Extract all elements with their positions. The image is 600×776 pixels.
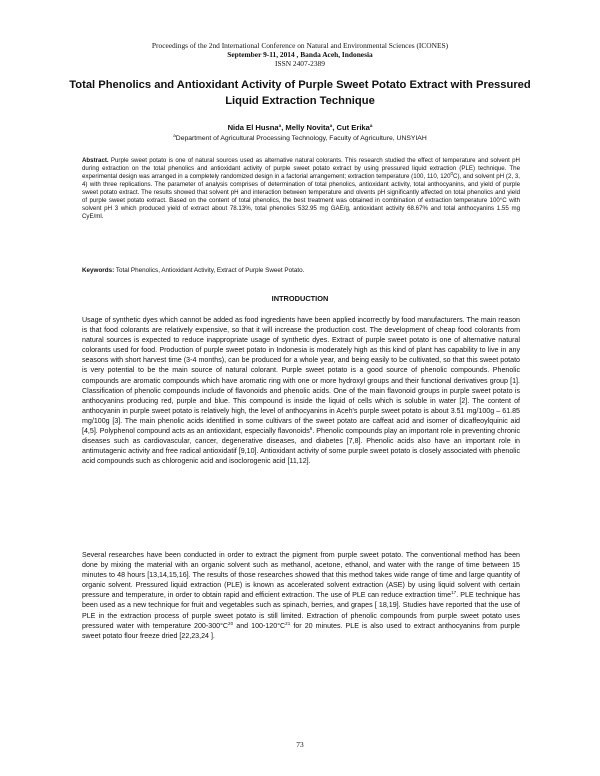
intro-paragraph-1 [82,315,520,466]
keywords-label: Keywords: [82,267,115,274]
abstract-superscript: 0 [450,171,454,177]
keywords-text: Total Phenolics, Antioxidant Activity, Extract of Purple Sweet Potato. [114,267,305,274]
abstract-label: Abstract. [82,157,109,164]
author-list [0,123,600,132]
keywords [82,267,520,275]
author-separator: , [332,123,337,132]
author-name: Melly Novita [285,123,330,132]
paragraph-text: and 100-120°C [233,621,286,630]
affiliation-mark: a [173,133,176,138]
citation-superscript: 17 [451,590,457,596]
intro-paragraph-2 [82,550,520,641]
author-affil-mark: a [278,123,282,128]
citation-superscript: 6 [309,426,313,432]
section-heading-introduction: INTRODUCTION [271,294,329,303]
paragraph-text: Several researches have been conducted in order to extract the pigment from purple sweet potato. The conventional method has been done by mixing the material with an organic solvent such as methanol, acetone, ethanol, and water with the range of time between 15 minutes to 48 hours [13,14,15,16]. The results of those researches showed that this method takes wide range of time and large quantity of organic solvent. Pressured liquid extraction (PLE) is known as accelerated solvent extraction (ASE) by using liquid solvent with certain pressure and temperature, in order to obtain rapid and efficient extraction. The use of PLE can reduce extraction time [82,551,520,600]
abstract-text: C), and solvent pH (2, 3, 4) with three replications. The parameter of analysis comprises of determination of total phenolics, antioxidant activity, total anthocyanins, and yield of purple sweet potato extract. The results showed that solvent pH and interaction between temperature and olvents pH significantly affected on total phenolics and yield of purple sweet potato extract. Based on the content of total phenolics, the best treatment was obtained in combination of extraction temperature 100°C with solvent pH 3 which produced yield of extract about 78.13%, total phenolics 532.95 mg GAE/g, antioxidant activity 68.67% and total anthocyanins 1.55 mg CyE/ml. [82,173,520,221]
affiliation-text: Department of Agricultural Processing Technology, Faculty of Agriculture, UNSYIAH [175,135,427,142]
author-name: Nida El Husna [227,123,279,132]
citation-superscript: 20 [228,620,234,626]
affiliation [0,135,600,143]
author-separator: , [281,123,286,132]
conference-date-location: September 9-11, 2014 , Banda Aceh, Indonesia [227,50,373,59]
issn-line: ISSN 2407-2389 [275,59,325,68]
author-affil-mark: a [329,123,333,128]
paragraph-text: Usage of synthetic dyes which cannot be added as food ingredients have been applied incorrectly by food manufacturers. The main reason is that food colorants are relatively expensive, so that it will increase the production cost. The development of cheap food colorants from natural sources is expected to reduce inappropriate usage of synthetic dyes. Extract of purple sweet potato is one of alternative natural colorants used for food. Production of purple sweet potato in Indonesia is moderately high as this kind of plant has capability to live in any seasons with short harvest time (3-4 months), can be produced for a whole year, and being easily to be cultivated, so that this sweet potato is very potential to be the main source of natural colorant. Purple sweet potato is a good source of phenolic compounds. Phenolic compounds are aromatic compounds which have aromatic ring with one or more hydroxyl groups and their functional derivatives group [1]. Classification of phenolic compounds include of flavonoids and phenolic acids. One of the main flavonoid groups in purple sweet potato is anthocyanins producing red, purple and blue. This compound is inside the liquid of cells which is soluble in water [2]. The content of anthocyanin in purple sweet potato is relatively high, the level of anthocyanins in Aceh's purple sweet potato is about 3.51 mg/100g – 61.85 mg/100g [3]. The main phenolic acids identified in some cultivars of the sweet potato are caffeat acid and isomer of dicaffeoylquinic aid [4,5]. Polyphenol compound acts as an antioxidant, especially flavonoids [82,316,520,436]
proceedings-header: Proceedings of the 2nd International Conference on Natural and Environmental Sciences (ICONES) [151,41,449,50]
abstract-text: Purple sweet potato is one of natural sources used as alternative natural colorants. This research studied the effect of temperature and solvent pH during extraction on the total phenolics and antioxidant activity of purple sweet potato extract by using pressured liquid extraction (PLE) technique. The experimental design was arranged in a completely randomized design in a factorial arrangement; extraction temperature (100, 110, 120 [82,157,520,181]
page-number: 73 [296,740,304,749]
abstract [82,157,520,221]
citation-superscript: 21 [285,620,291,626]
author-name: Cut Erika [336,123,370,132]
author-affil-mark: a [369,123,373,128]
paragraph-text: . PLE technique has been used as a new technique for fruit and vegetables such as spinach, berries, and grapes [ 18,19]. Studies have reported that the use of PLE in the extraction process of purple sweet potato is still limited. Extraction of phenolic compounds from purple sweet potato uses pressured water with temperature 200-300°C [82,591,521,630]
paragraph-text: . Phenolic compounds play an important role in preventing chronic diseases such as cardiovascular, cancer, degenerative diseases, and diabetes [7,8]. Phenolic acids also have an important role in antimutagenic activity and free radical antioxidatif [9,10]. Antioxidant activity of some purple sweet potato is closely associated with phenolic acid compounds such as chlorogenic acid and isoclorogenic acid [11,12]. [82,427,520,466]
paper-title: Total Phenolics and Antioxidant Activity of Purple Sweet Potato Extract with Pressured Liquid Extraction Technique [69,79,531,107]
paragraph-text: for 20 minutes. PLE is also used to extract anthocyanins from purple sweet potato flour freeze dried [22,23,24 ]. [82,621,520,640]
